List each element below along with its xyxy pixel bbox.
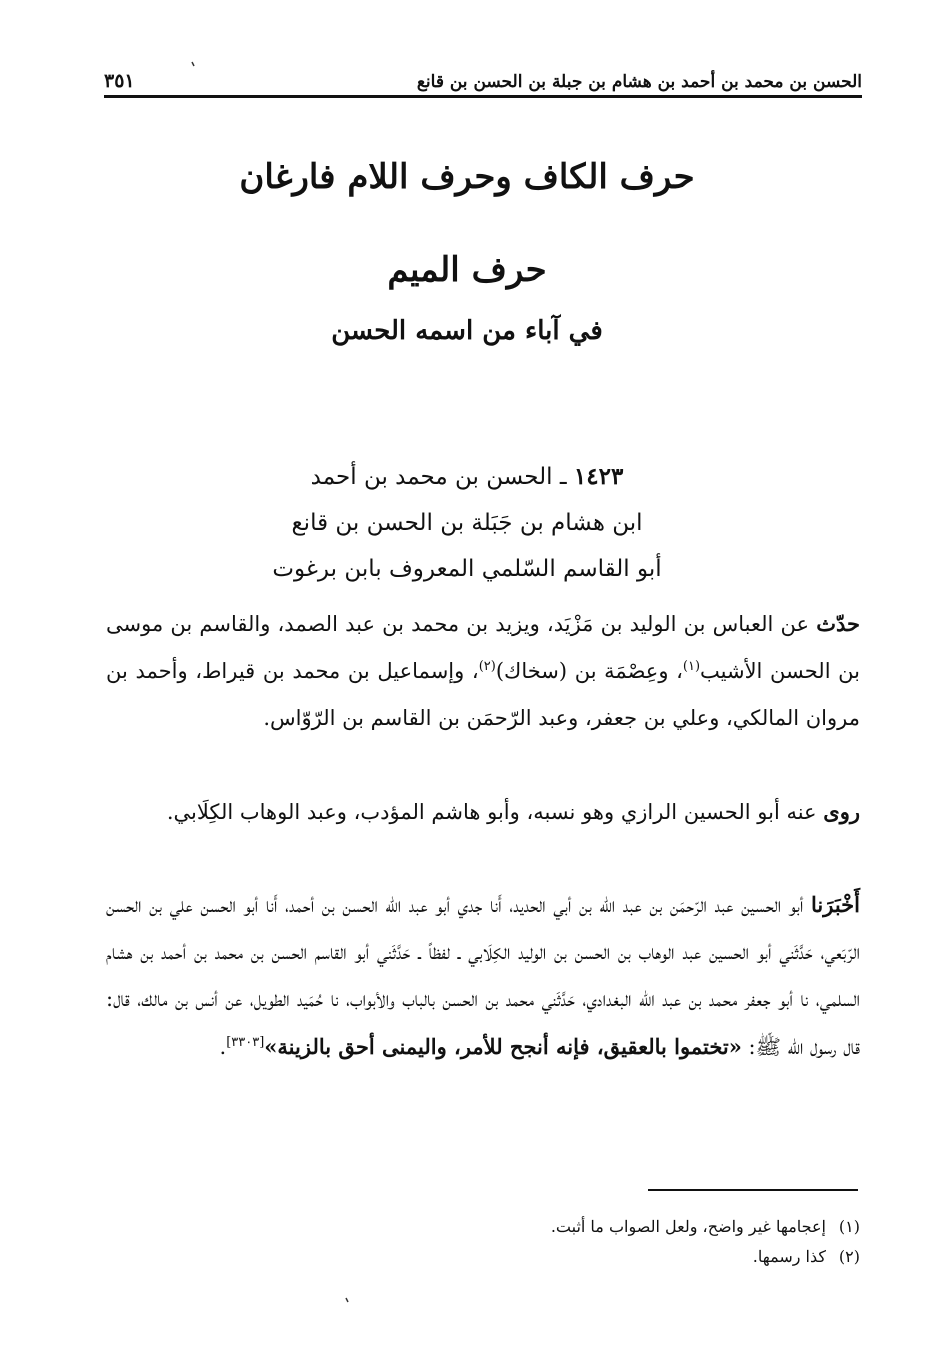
paragraph-lead: حدّث (816, 611, 860, 636)
paragraph-end: . (219, 1035, 227, 1059)
paragraph-text: ، وعِصْمَة بن (سخاك) (495, 659, 683, 683)
scan-speck (346, 1298, 348, 1302)
footnote-mark: (٢) (838, 1247, 860, 1266)
paragraph-text: عنه أبو الحسين الرازي وهو نسبه، وأبو هاشم المؤدب، وعبد الوهاب الكِلَابي. (166, 800, 824, 824)
paragraph-text: ، وإسماعيل بن محمد بن قيراط، وأحمد بن مروان المالكي، وعلي بن جعفر، وعبد الرّحمَن بن القاسم بن الرّوّاس. (106, 659, 860, 730)
running-title: الحسن بن محمد بن أحمد بن هشام بن جبلة بن الحسن بن قانع (416, 72, 862, 92)
section-subtitle: في آباء من اسمه الحسن (331, 316, 603, 346)
paragraph-text: عن العباس بن الوليد بن مَزْيَد، ويزيد بن محمد بن عبد الصمد، والقاسم بن موسى بن الحسن الأشيب (106, 612, 860, 683)
footnote-text: إعجامها غير واضح، ولعل الصواب ما أثبت. (550, 1217, 826, 1236)
footnote-mark: (١) (838, 1217, 860, 1236)
entry-heading-line3: أبو القاسم السّلمي المعروف بابن برغوت (272, 556, 662, 582)
scan-speck (192, 62, 194, 66)
footnote-ref: (٢) (478, 659, 496, 674)
paragraph-lead: أَخْبَرَنا (811, 892, 860, 917)
hadith-reference: [٣٣٠٣] (226, 1035, 265, 1050)
chapter-title: حرف الكاف وحرف اللام فارغان (239, 157, 695, 197)
paragraph-text: أبو الحسين عبد الرّحمَن بن عبد اللّه بن أبي الحديد، أَنا جدي أبو عبد اللّه الحسن بن أحمد، أَنا أبو الحسن علي بن الحسن الرّبَعي، حَدَّثَني أبو الحسين عبد الوهاب بن الحسن بن الوليد الكِلَابي ـ لفظاً ـ حَدَّثَني أبو القاسم الحسن بن محمد بن أحمد بن هشام السلمي، نا أبو جعفر محمد بن عبد اللّه البغدادي، حَدَّثَني محمد بن الحسن بالباب والأبواب، نا حُمَيد الطويل، عن أنس بن مالك، قال: قال رسول اللّه ﷺ: (106, 893, 860, 1059)
footnote-text: كذا رسمها. (752, 1247, 826, 1266)
entry-heading-line2: ابن هشام بن جَبَلة بن الحسن بن قانع (291, 510, 643, 536)
paragraph-lead: روى (823, 799, 860, 824)
page-number: ٣٥١ (104, 70, 135, 92)
letter-title: حرف الميم (387, 250, 547, 290)
entry-name: ـ الحسن بن محمد بن أحمد (310, 464, 574, 490)
hadith-quote: «تختموا بالعقيق، فإنه أنجح للأمر، واليمنى أحق بالزينة» (264, 1034, 742, 1059)
footnote-ref: (١) (682, 659, 701, 674)
entry-number: ١٤٢٣ (573, 463, 624, 490)
